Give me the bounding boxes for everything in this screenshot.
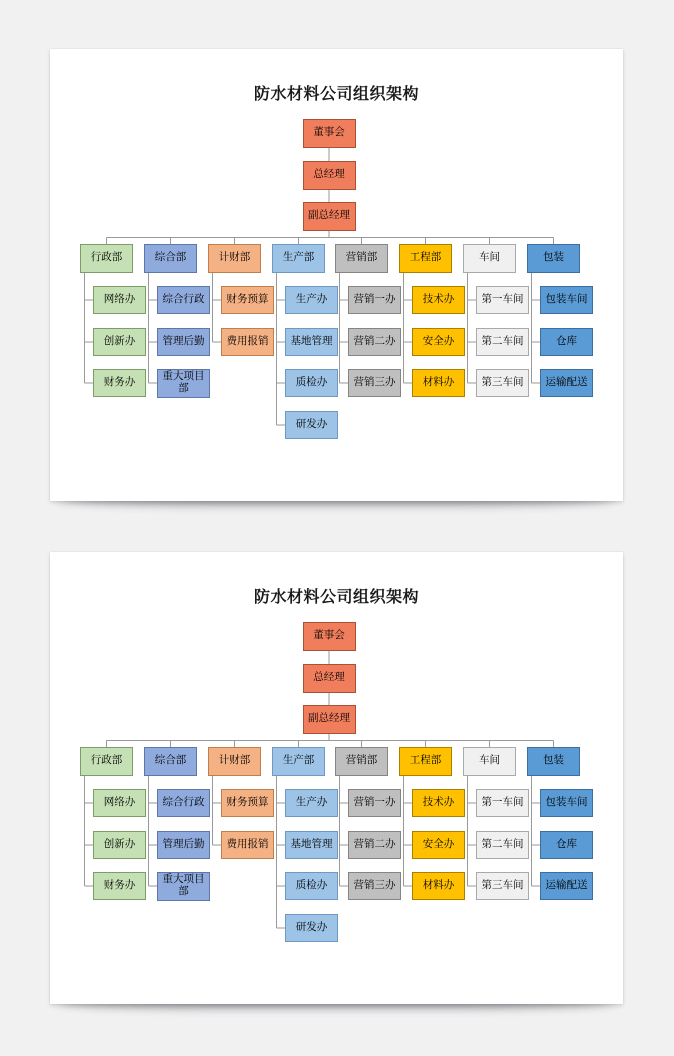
dept-5-child-2: 材料办 <box>412 369 465 397</box>
dept-box-5: 工程部 <box>399 747 452 776</box>
dept-2-child-0: 财务预算 <box>221 286 274 314</box>
dept-box-2: 计财部 <box>208 747 261 776</box>
dept-box-1: 综合部 <box>144 244 197 273</box>
dept-box-0: 行政部 <box>80 747 133 776</box>
dept-0-child-2: 财务办 <box>93 369 146 397</box>
dept-7-child-0: 包装车间 <box>540 789 593 817</box>
dept-4-child-2: 营销三办 <box>348 872 401 900</box>
dept-4-child-0: 营销一办 <box>348 789 401 817</box>
dept-3-child-3: 研发办 <box>285 411 338 439</box>
dept-7-child-2: 运输配送 <box>540 369 593 397</box>
dept-7-child-1: 仓库 <box>540 328 593 356</box>
dept-6-child-1: 第二车间 <box>476 328 529 356</box>
dept-2-child-1: 费用报销 <box>221 831 274 859</box>
dept-box-4: 营销部 <box>335 747 388 776</box>
dept-box-5: 工程部 <box>399 244 452 273</box>
dept-box-7: 包装 <box>527 244 580 273</box>
dept-0-child-1: 创新办 <box>93 328 146 356</box>
dept-box-2: 计财部 <box>208 244 261 273</box>
chart-title: 防水材料公司组织架构 <box>253 86 419 103</box>
root-box-2: 副总经理 <box>303 202 356 231</box>
dept-3-child-0: 生产办 <box>285 789 338 817</box>
chart-title: 防水材料公司组织架构 <box>253 589 419 606</box>
dept-5-child-0: 技术办 <box>412 286 465 314</box>
root-box-1: 总经理 <box>303 664 356 693</box>
root-box-1: 总经理 <box>303 161 356 190</box>
dept-6-child-2: 第三车间 <box>476 369 529 397</box>
dept-4-child-2: 营销三办 <box>348 369 401 397</box>
dept-1-child-2: 重大项目部 <box>157 872 210 901</box>
dept-3-child-3: 研发办 <box>285 914 338 942</box>
dept-7-child-1: 仓库 <box>540 831 593 859</box>
dept-1-child-0: 综合行政 <box>157 789 210 817</box>
dept-3-child-1: 基地管理 <box>285 328 338 356</box>
dept-box-4: 营销部 <box>335 244 388 273</box>
dept-3-child-2: 质检办 <box>285 872 338 900</box>
dept-0-child-1: 创新办 <box>93 831 146 859</box>
dept-3-child-0: 生产办 <box>285 286 338 314</box>
dept-5-child-0: 技术办 <box>412 789 465 817</box>
dept-6-child-0: 第一车间 <box>476 286 529 314</box>
dept-2-child-0: 财务预算 <box>221 789 274 817</box>
dept-1-child-1: 管理后勤 <box>157 328 210 356</box>
dept-box-3: 生产部 <box>272 244 325 273</box>
dept-5-child-1: 安全办 <box>412 328 465 356</box>
dept-3-child-1: 基地管理 <box>285 831 338 859</box>
dept-0-child-0: 网络办 <box>93 286 146 314</box>
dept-5-child-1: 安全办 <box>412 831 465 859</box>
dept-2-child-1: 费用报销 <box>221 328 274 356</box>
dept-6-child-2: 第三车间 <box>476 872 529 900</box>
dept-0-child-0: 网络办 <box>93 789 146 817</box>
root-box-0: 董事会 <box>303 622 356 651</box>
dept-6-child-1: 第二车间 <box>476 831 529 859</box>
dept-box-6: 车间 <box>463 244 516 273</box>
dept-1-child-2: 重大项目部 <box>157 369 210 398</box>
dept-box-7: 包装 <box>527 747 580 776</box>
root-box-0: 董事会 <box>303 119 356 148</box>
dept-4-child-1: 营销二办 <box>348 328 401 356</box>
dept-4-child-0: 营销一办 <box>348 286 401 314</box>
dept-box-3: 生产部 <box>272 747 325 776</box>
dept-box-6: 车间 <box>463 747 516 776</box>
dept-6-child-0: 第一车间 <box>476 789 529 817</box>
dept-4-child-1: 营销二办 <box>348 831 401 859</box>
dept-1-child-1: 管理后勤 <box>157 831 210 859</box>
dept-box-1: 综合部 <box>144 747 197 776</box>
dept-1-child-0: 综合行政 <box>157 286 210 314</box>
root-box-2: 副总经理 <box>303 705 356 734</box>
dept-5-child-2: 材料办 <box>412 872 465 900</box>
dept-box-0: 行政部 <box>80 244 133 273</box>
dept-3-child-2: 质检办 <box>285 369 338 397</box>
document-page-2 <box>50 552 623 1004</box>
document-page-1 <box>50 49 623 501</box>
dept-7-child-0: 包装车间 <box>540 286 593 314</box>
dept-0-child-2: 财务办 <box>93 872 146 900</box>
dept-7-child-2: 运输配送 <box>540 872 593 900</box>
